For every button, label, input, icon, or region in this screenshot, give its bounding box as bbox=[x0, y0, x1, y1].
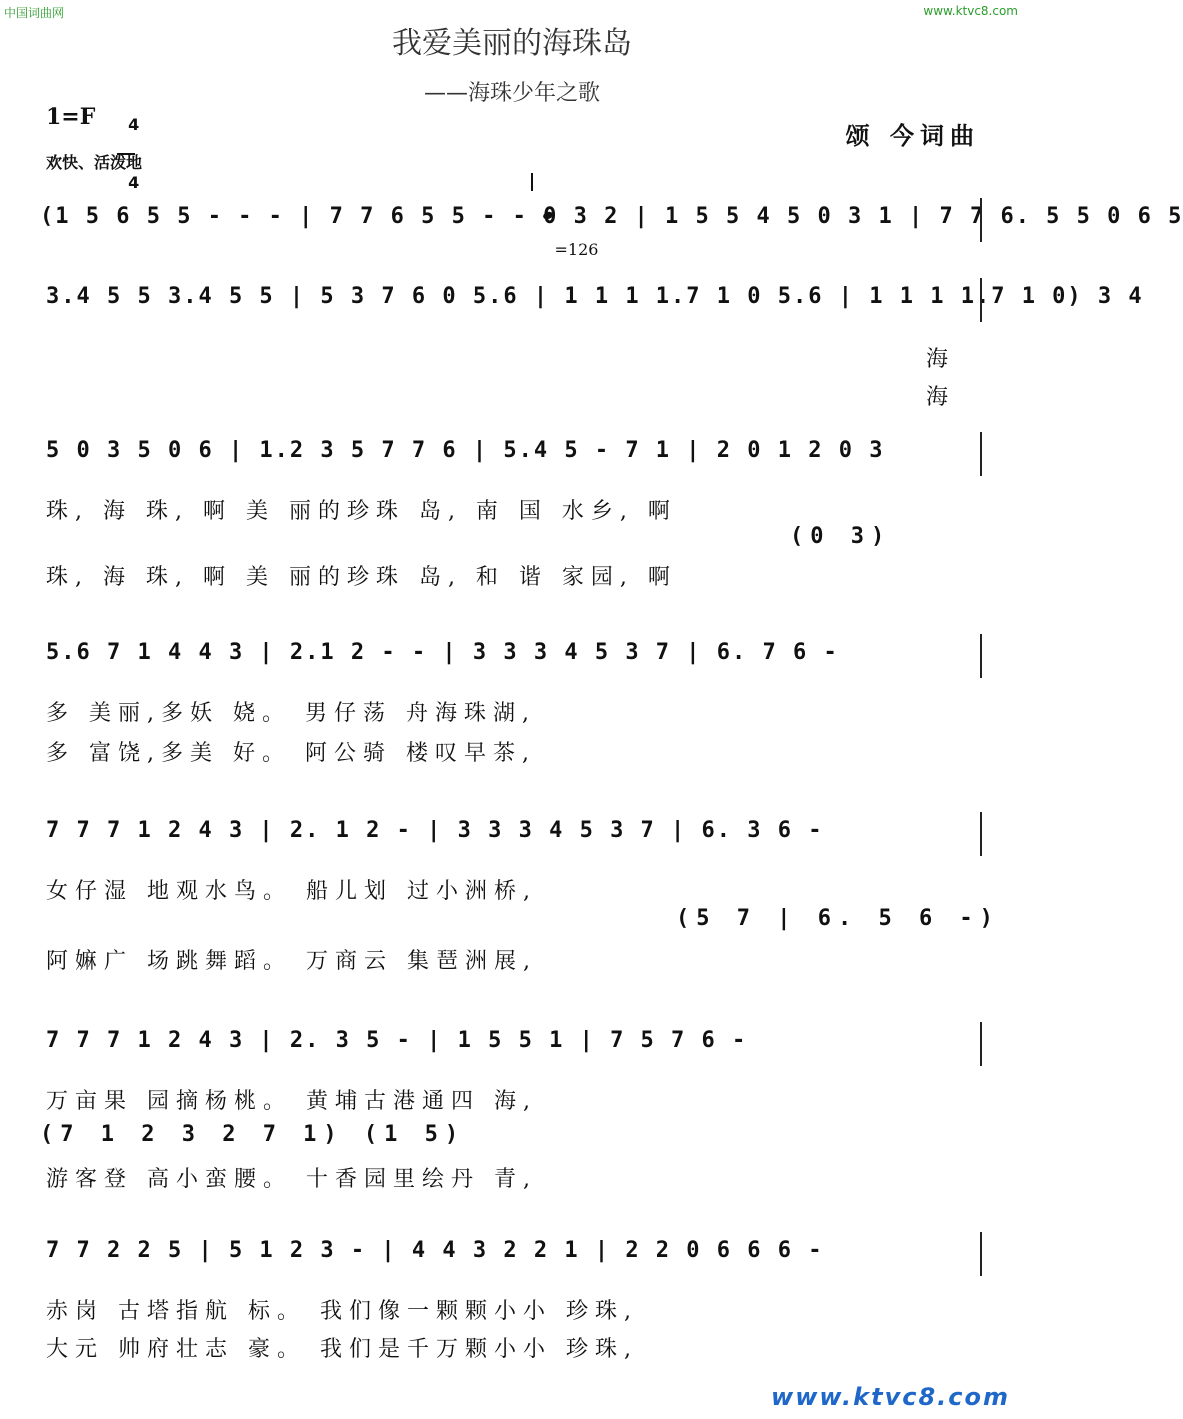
lyric-line: 珠, 海 珠, 啊 美 丽的珍珠 岛, 南 国 水乡, 啊 bbox=[46, 499, 677, 524]
lyric-line: 游客登 高小蛮腰。 十香园里绘丹 青, bbox=[46, 1167, 537, 1192]
site-watermark-top-right: www.ktvc8.com bbox=[923, 4, 1018, 18]
score-system-6: 7 7 7 1 2 4 3 | 2. 3 5 - | 1 5 5 1 | 7 5 7 6 - bbox=[46, 1028, 748, 1053]
meter-top: 4 bbox=[128, 115, 140, 134]
song-subtitle: ——海珠少年之歌 bbox=[423, 81, 600, 106]
author-credit: 颂 今词曲 bbox=[845, 121, 980, 150]
bar-line bbox=[980, 634, 982, 678]
song-title: 我爱美丽的海珠岛 bbox=[392, 26, 632, 61]
bar-line bbox=[980, 1022, 982, 1066]
site-watermark-top-left: 中国词曲网 bbox=[4, 6, 65, 20]
score-system-5: 7 7 7 1 2 4 3 | 2. 1 2 - | 3 3 3 4 5 3 7 | 6. 3 6 - bbox=[46, 818, 824, 843]
key-signature: 1=F bbox=[46, 104, 96, 130]
bar-line bbox=[980, 198, 982, 242]
lyric-line: 珠, 海 珠, 啊 美 丽的珍珠 岛, 和 谐 家园, 啊 bbox=[46, 565, 677, 590]
lyric-line: 大元 帅府壮志 豪。 我们是千万颗小小 珍珠, bbox=[46, 1337, 638, 1362]
score-system-7: 7 7 2 2 5 | 5 1 2 3 - | 4 4 3 2 2 1 | 2 2 0 6 6 6 - bbox=[46, 1238, 824, 1263]
bar-line bbox=[980, 1232, 982, 1276]
tempo-marking: 欢快、活泼地 bbox=[46, 153, 143, 172]
note-stem bbox=[531, 173, 533, 191]
watermark-text: www.ktvc8.com bbox=[771, 1383, 1010, 1411]
lyric-line: 海 bbox=[926, 385, 956, 410]
lyric-line: 海 bbox=[926, 347, 956, 372]
meter-bottom: 4 bbox=[128, 173, 140, 192]
site-watermark-bottom-right bbox=[750, 1355, 1010, 1411]
metronome-value: =126 bbox=[554, 240, 599, 259]
lyric-line: 多 美丽,多妖 娆。 男仔荡 舟海珠湖, bbox=[46, 701, 536, 726]
score-system-1: (1 5 6 5 5 - - - | 7 7 6 5 5 - - 0 3 2 | 1 5 5 4 5 0 3 1 | 7 7 6. 5 5 0 6 5 bbox=[40, 204, 1183, 229]
lyric-line: (5 7 | 6. 5 6 -) bbox=[676, 906, 1000, 931]
score-system-2: 3.4 5 5 3.4 5 5 | 5 3 7 6 0 5.6 | 1 1 1 1.7 1 0 5.6 | 1 1 1 1.7 1 0) 3 4 bbox=[46, 284, 1144, 309]
lyric-line: (0 3) bbox=[790, 524, 892, 549]
bar-line bbox=[980, 278, 982, 322]
score-system-3: 5 0 3 5 0 6 | 1.2 3 5 7 7 6 | 5.4 5 - 7 1 | 2 0 1 2 0 3 bbox=[46, 438, 885, 463]
lyric-line: 万亩果 园摘杨桃。 黄埔古港通四 海, bbox=[46, 1089, 537, 1114]
lyric-line: (7 1 2 3 2 7 1) (1 5) bbox=[40, 1122, 466, 1147]
lyric-line: 赤岗 古塔指航 标。 我们像一颗颗小小 珍珠, bbox=[46, 1299, 638, 1324]
lyric-line: 阿嫲广 场跳舞蹈。 万商云 集琶洲展, bbox=[46, 949, 537, 974]
lyric-line: 多 富饶,多美 好。 阿公骑 楼叹早茶, bbox=[46, 741, 536, 766]
bar-line bbox=[980, 432, 982, 476]
lyric-line: 女仔湿 地观水鸟。 船儿划 过小洲桥, bbox=[46, 879, 537, 904]
score-system-4: 5.6 7 1 4 4 3 | 2.1 2 - - | 3 3 3 4 5 3 7 | 6. 7 6 - bbox=[46, 640, 839, 665]
bar-line bbox=[980, 812, 982, 856]
time-signature bbox=[117, 98, 140, 192]
